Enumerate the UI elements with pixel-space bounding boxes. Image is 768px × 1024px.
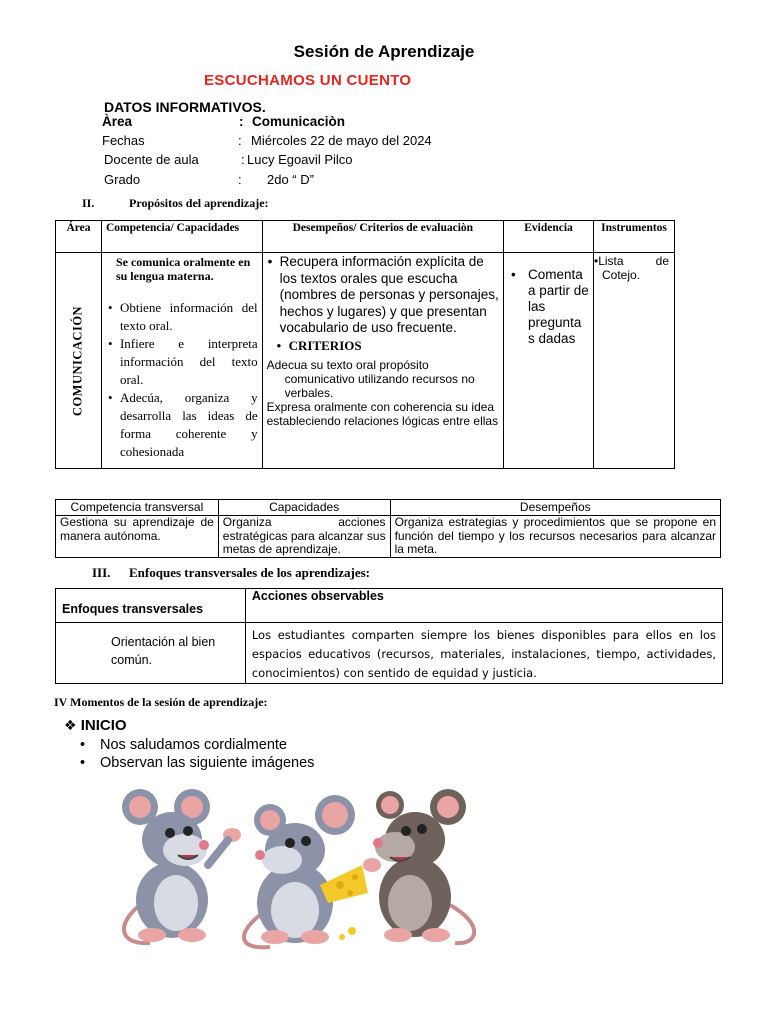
capacidad-item: • Adecúa, organiza y desarrolla las ideas de forma coherente y cohesionada <box>108 389 258 461</box>
section-3-title: Enfoques transversales de los aprendizajes: <box>129 565 370 580</box>
transversal-capacidad: Organiza acciones estratégicas para alcanzar sus metas de aprendizaje. <box>218 516 390 558</box>
enfoque-name: Orientación al bien común. <box>56 623 246 684</box>
info-value: 2do “ D” <box>267 172 314 187</box>
evidencia-cell <box>504 253 594 469</box>
header-capacidades: Capacidades <box>218 500 390 516</box>
info-sep: : <box>239 114 244 129</box>
header-desempenos: Desempeños/ Criterios de evaluaciòn <box>262 221 503 253</box>
info-sep: : <box>241 152 245 167</box>
page-title: Sesión de Aprendizaje <box>293 42 475 61</box>
section-2-title: Propósitos del aprendizaje: <box>129 196 269 210</box>
mouse-left <box>122 789 241 943</box>
instrumento-word: Cotejo. <box>602 268 641 282</box>
evidencia-text: • Comenta a partir de las pregunta s dadas <box>510 267 589 347</box>
info-label: Docente de aula <box>104 152 199 167</box>
instrumento-word: •Lista <box>594 254 624 268</box>
header-competencia: Competencia/ Capacidades <box>101 221 262 253</box>
header-instrumentos: Instrumentos <box>594 221 675 253</box>
info-label: Àrea <box>102 114 133 129</box>
header-desempenos: Desempeños <box>390 500 720 516</box>
enfoques-table <box>55 588 723 684</box>
capacidad-item: • Obtiene información del texto oral. <box>108 299 258 335</box>
desempeno-text: • Recupera información explícita de los textos orales que escucha (nombres de personas y personajes, hechos y lugares) y que presentan vocabulario de uso frecuente. <box>267 254 499 337</box>
competencia-title: Se comunica oralmente en su lengua materna. <box>115 255 251 283</box>
diamond-bullet-icon: ❖ <box>64 718 77 734</box>
session-subtitle: ESCUCHAMOS UN CUENTO <box>204 72 412 89</box>
instrumento-cell <box>594 253 675 469</box>
section-3-number: III. <box>92 565 111 580</box>
mouse-middle <box>244 795 368 947</box>
competencia-cell <box>101 253 262 469</box>
inicio-heading <box>64 717 127 734</box>
header-competencia-transversal: Competencia transversal <box>56 500 219 516</box>
area-cell <box>56 253 102 469</box>
info-sep: : <box>238 133 242 148</box>
criterio-line: comunicativo utilizando recursos no <box>284 371 475 386</box>
section-4-title: IV Momentos de la sesión de aprendizaje: <box>54 695 268 709</box>
criterio-line: verbales. <box>284 385 334 400</box>
purposes-table <box>55 220 675 469</box>
criterio-line: Adecua su texto oral propósito <box>266 357 429 372</box>
info-label: Grado <box>104 172 141 187</box>
transversal-table <box>55 499 721 558</box>
mice-illustration <box>110 785 490 950</box>
datos-heading: DATOS INFORMATIVOS. <box>104 99 266 115</box>
transversal-competencia: Gestiona su aprendizaje de manera autónoma. <box>56 516 219 558</box>
info-value: Comunicaciòn <box>252 114 346 129</box>
info-label: Fechas <box>102 133 145 148</box>
header-acciones: Acciones observables <box>245 589 722 623</box>
info-value: Miércoles 22 de mayo del 2024 <box>251 133 432 148</box>
acciones-text: Los estudiantes comparten siempre los bienes disponibles para ellos en los espacios educativos (recursos, materiales, instalaciones, tiempo, actividades, conocimientos) con sentido de equidad y justicia. <box>245 623 722 684</box>
criterios-label: • CRITERIOS <box>267 338 499 354</box>
section-2-number: II. <box>82 196 95 210</box>
transversal-desempeno: Organiza estrategias y procedimientos que se propone en función del tiempo y los recursos necesarios para alcanzar la meta. <box>390 516 720 558</box>
header-evidencia: Evidencia <box>504 221 594 253</box>
header-area: Área <box>56 221 102 253</box>
capacidad-item: • Infiere e interpreta información del texto oral. <box>108 335 258 389</box>
area-label: COMUNICACIÓN <box>70 305 85 416</box>
section-3-heading <box>92 565 370 581</box>
header-enfoques: Enfoques transversales <box>56 589 246 623</box>
info-sep: : <box>238 172 242 187</box>
inicio-label: INICIO <box>80 717 127 734</box>
desempeno-cell <box>262 253 503 469</box>
mouse-right <box>363 789 474 943</box>
info-value: Lucy Egoavil Pilco <box>247 152 353 167</box>
criterio-2: Expresa oralmente con coherencia su idea estableciendo relaciones lógicas entre ellas <box>266 399 499 428</box>
instrumento-word: de <box>655 254 669 268</box>
